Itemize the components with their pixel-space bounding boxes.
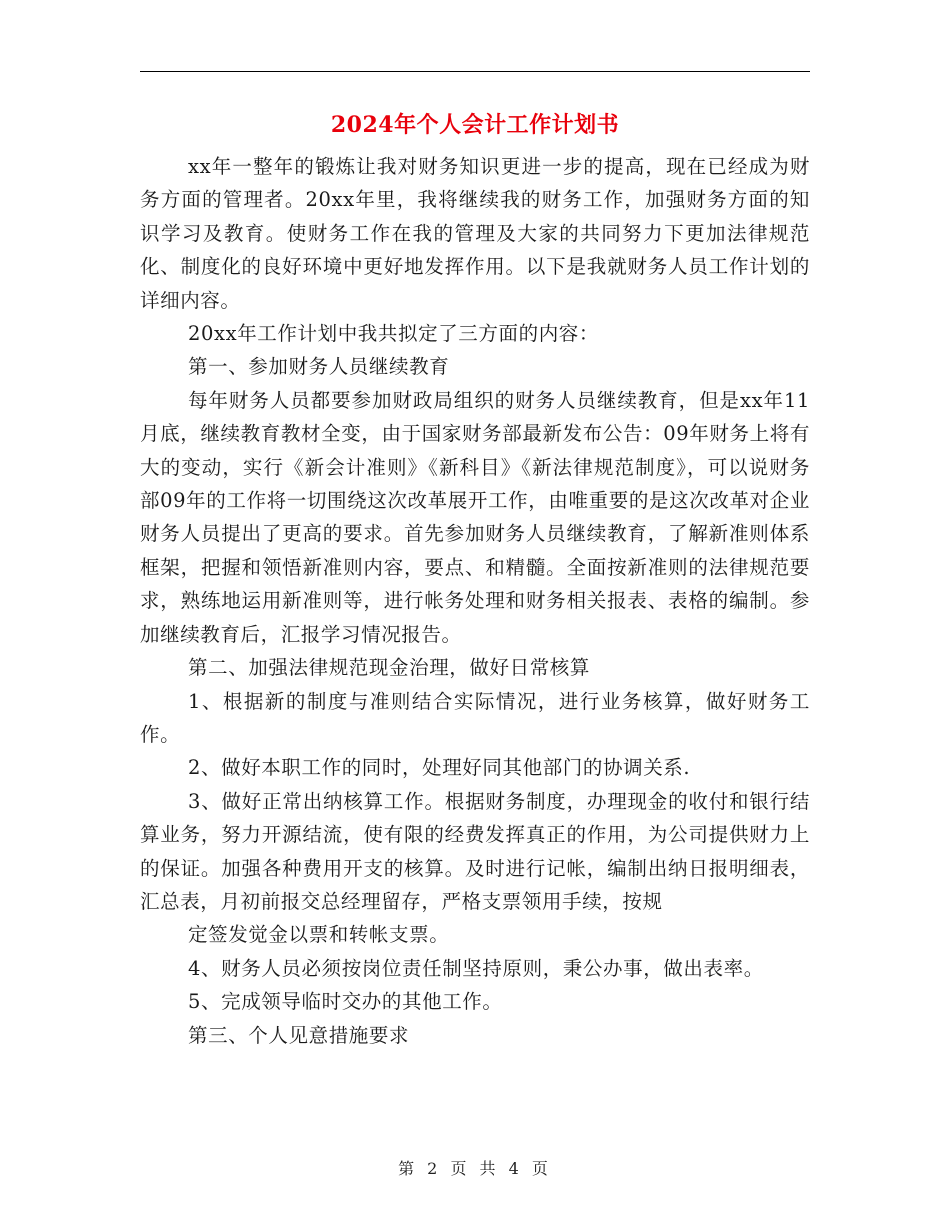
list-item-1: 1、根据新的制度与准则结合实际情况，进行业务核算，做好财务工作。 [140, 689, 810, 746]
document-title: 2024年个人会计工作计划书 [330, 112, 620, 138]
list-item-5: 5、完成领导临时交办的其他工作。 [188, 990, 503, 1014]
header-rule [140, 71, 810, 72]
section-heading-2: 第二、加强法律规范现金治理，做好日常核算 [188, 656, 591, 680]
section-heading-3: 第三、个人见意措施要求 [188, 1023, 410, 1047]
list-item-2: 2、做好本职工作的同时，处理好同其他部门的协调关系. [188, 756, 691, 780]
list-item-3-continued: 定签发觉金以票和转帐支票。 [188, 923, 450, 947]
page-number-footer: 第 2 页 共 4 页 [398, 1159, 552, 1178]
paragraph-plan-overview: 20xx年工作计划中我共拟定了三方面的内容： [188, 322, 600, 346]
list-item-4: 4、财务人员必须按岗位责任制坚持原则，秉公办事，做出表率。 [188, 956, 764, 980]
list-item-3: 3、做好正常出纳核算工作。根据财务制度，办理现金的收付和银行结算业务，努力开源结流，使有限的经费发挥真正的作用，为公司提供财力上的保证。加强各种费用开支的核算。及时进行记帐，编制出纳日报明细表，汇总表，月初前报交总经理留存，严格支票领用手续，按规 [140, 789, 810, 913]
document-body [140, 150, 810, 1052]
paragraph-continuing-education: 每年财务人员都要参加财政局组织的财务人员继续教育，但是xx年11月底，继续教育教材全变，由于国家财务部最新发布公告：09年财务上将有大的变动，实行《新会计准则》《新科目》《新法律规范制度》，可以说财务部09年的工作将一切围绕这次改革展开工作，由唯重要的是这次改革对企业财务人员提出了更高的要求。首先参加财务人员继续教育，了解新准则体系框架，把握和领悟新准则内容，要点、和精髓。全面按新准则的法律规范要求，熟练地运用新准则等，进行帐务处理和财务相关报表、表格的编制。参加继续教育后，汇报学习情况报告。 [140, 388, 810, 646]
section-heading-1: 第一、参加财务人员继续教育 [188, 355, 450, 379]
paragraph-intro: xx年一整年的锻炼让我对财务知识更进一步的提高，现在已经成为财务方面的管理者。20xx年里，我将继续我的财务工作，加强财务方面的知识学习及教育。使财务工作在我的管理及大家的共同努力下更加法律规范化、制度化的良好环境中更好地发挥作用。以下是我就财务人员工作计划的详细内容。 [140, 155, 810, 312]
